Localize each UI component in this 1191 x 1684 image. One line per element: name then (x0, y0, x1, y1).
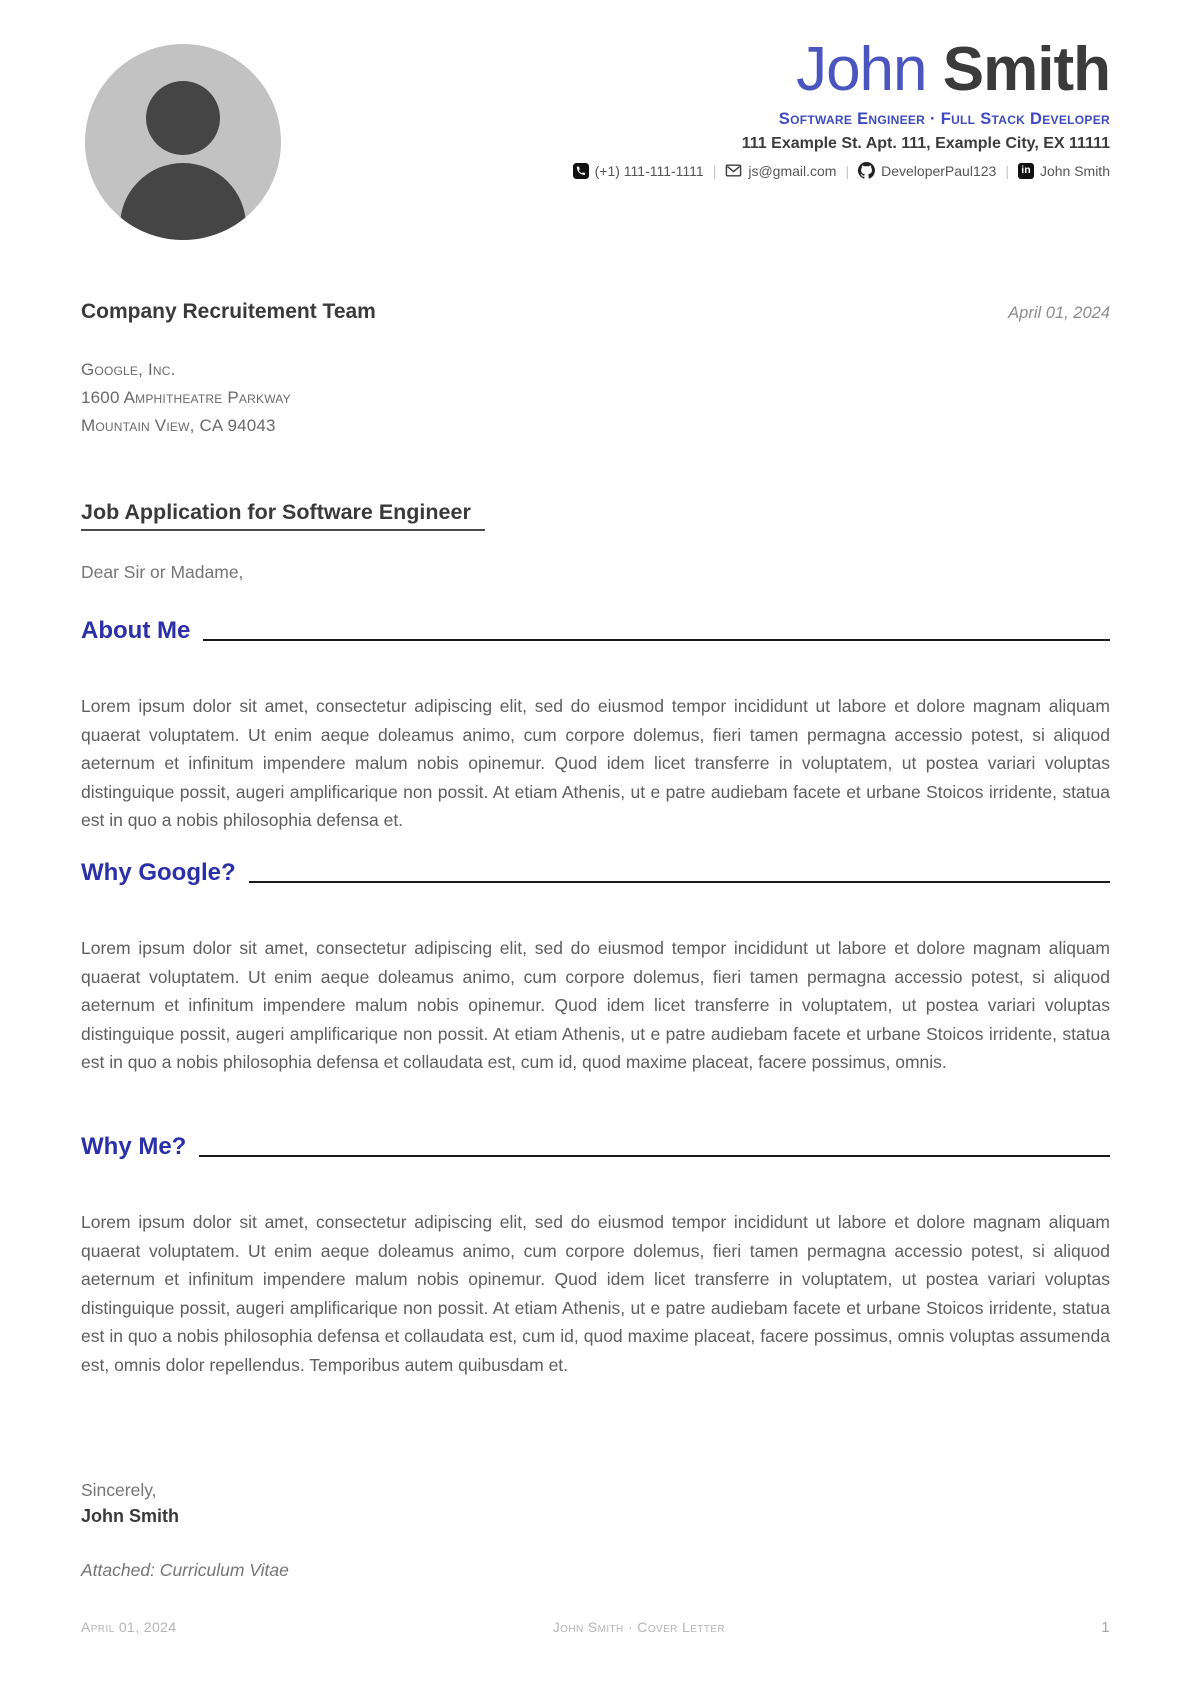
section-rule (199, 1155, 1110, 1157)
recipient-row (81, 300, 1110, 324)
github-contact[interactable] (858, 162, 996, 179)
contact-line (573, 162, 1110, 179)
page-number: 1 (1101, 1619, 1110, 1636)
recipient-address-line1: 1600 Amphitheatre Parkway (81, 388, 291, 407)
email-address: js@gmail.com (748, 162, 837, 179)
phone-icon (573, 163, 589, 179)
section-header (81, 616, 1110, 646)
page-footer (81, 1619, 1110, 1636)
attachment-note: Attached: Curriculum Vitae (81, 1560, 289, 1580)
section-rule (203, 639, 1110, 641)
section-body: Lorem ipsum dolor sit amet, consectetur adipiscing elit, sed do eiusmod tempor incididunt ut labore et dolore magnam aliquam quaerat voluptatem. Ut enim aeque doleamus animo, cum corpore dolemus, fieri tamen permagna accessio potest, si aliquod aeternum et infinitum impendere malum nobis opinemur. Quod idem licet transferre in voluptatem, ut postea variari voluptas distinguique possit, augeri amplificarique non possit. At etiam Athenis, ut e patre audiebam facete et urbane Stoicos irridente, statua est in quo a nobis philosophia defensa et. (81, 696, 1110, 831)
section-rule (249, 881, 1110, 883)
section-title: Why Google? (81, 859, 236, 886)
separator: | (712, 162, 717, 179)
footer-date: April 01, 2024 (81, 1619, 177, 1635)
separator: | (1005, 162, 1009, 179)
recipient-name: Company Recruitement Team (81, 300, 376, 323)
phone-number: (+1) 111-111-1111 (594, 162, 704, 179)
letter-date: April 01, 2024 (1008, 304, 1110, 322)
email-contact[interactable] (725, 162, 836, 179)
avatar-person-icon (146, 81, 220, 155)
header (573, 36, 1110, 179)
section-why-google (81, 858, 1110, 1077)
section-why-me (81, 1132, 1110, 1380)
section-body: Lorem ipsum dolor sit amet, consectetur adipiscing elit, sed do eiusmod tempor incididunt ut labore et dolore magnam aliquam quaerat voluptatem. Ut enim aeque doleamus animo, cum corpore dolemus, fieri tamen permagna accessio potest, si aliquod aeternum et infinitum impendere malum nobis opinemur. Quod idem licet transferre in voluptatem, ut postea variari voluptas distinguique possit, augeri amplificarique non possit. At etiam Athenis, ut e patre audiebam facete et urbane Stoicos irridente, statua est in quo a nobis philosophia defensa et collaudata est, cum id, quod maxime placeat, facere possimus, omnis voluptas assumenda est, omnis dolor repellendus. Temporibus autem quibusdam et. (81, 1212, 1110, 1375)
section-header (81, 858, 1110, 888)
linkedin-contact[interactable] (1018, 163, 1110, 179)
section-about-me (81, 616, 1110, 835)
section-title: Why Me? (81, 1133, 187, 1160)
section-body: Lorem ipsum dolor sit amet, consectetur adipiscing elit, sed do eiusmod tempor incididunt ut labore et dolore magnam aliquam quaerat voluptatem. Ut enim aeque doleamus animo, cum corpore dolemus, fieri tamen permagna accessio potest, si aliquod aeternum et infinitum impendere malum nobis opinemur. Quod idem licet transferre in voluptatem, ut postea variari voluptas distinguique possit, augeri amplificarique non possit. At etiam Athenis, ut e patre audiebam facete et urbane Stoicos irridente, statua est in quo a nobis philosophia defensa et collaudata est, cum id, quod maxime placeat, facere possimus, omnis. (81, 938, 1110, 1073)
avatar (85, 44, 281, 240)
section-header (81, 1132, 1110, 1162)
phone-contact[interactable] (573, 163, 704, 179)
recipient-address-line2: Mountain View, CA 94043 (81, 416, 276, 435)
separator: | (845, 162, 850, 179)
linkedin-username: John Smith (1039, 162, 1110, 179)
job-subtitle: Software Engineer · Full Stack Developer (778, 110, 1110, 128)
signature-name: John Smith (81, 1506, 179, 1526)
linkedin-icon: in (1018, 163, 1034, 179)
recipient-address-block (81, 356, 291, 440)
closing: Sincerely, (81, 1480, 157, 1500)
page-title (573, 36, 1110, 104)
avatar-person-icon (120, 163, 246, 240)
first-name: John (796, 35, 927, 104)
header-address: 111 Example St. Apt. 111, Example City, EX 11111 (741, 135, 1110, 152)
letter-subject: Job Application for Software Engineer (81, 500, 485, 531)
recipient-organization: Google, Inc. (81, 360, 176, 379)
email-icon (725, 162, 742, 179)
github-icon (858, 162, 875, 179)
section-title: About Me (81, 617, 191, 644)
footer-title: John Smith · Cover Letter (552, 1619, 726, 1635)
github-username: DeveloperPaul123 (881, 162, 997, 179)
last-name: Smith (942, 35, 1110, 104)
salutation: Dear Sir or Madame, (81, 562, 244, 582)
